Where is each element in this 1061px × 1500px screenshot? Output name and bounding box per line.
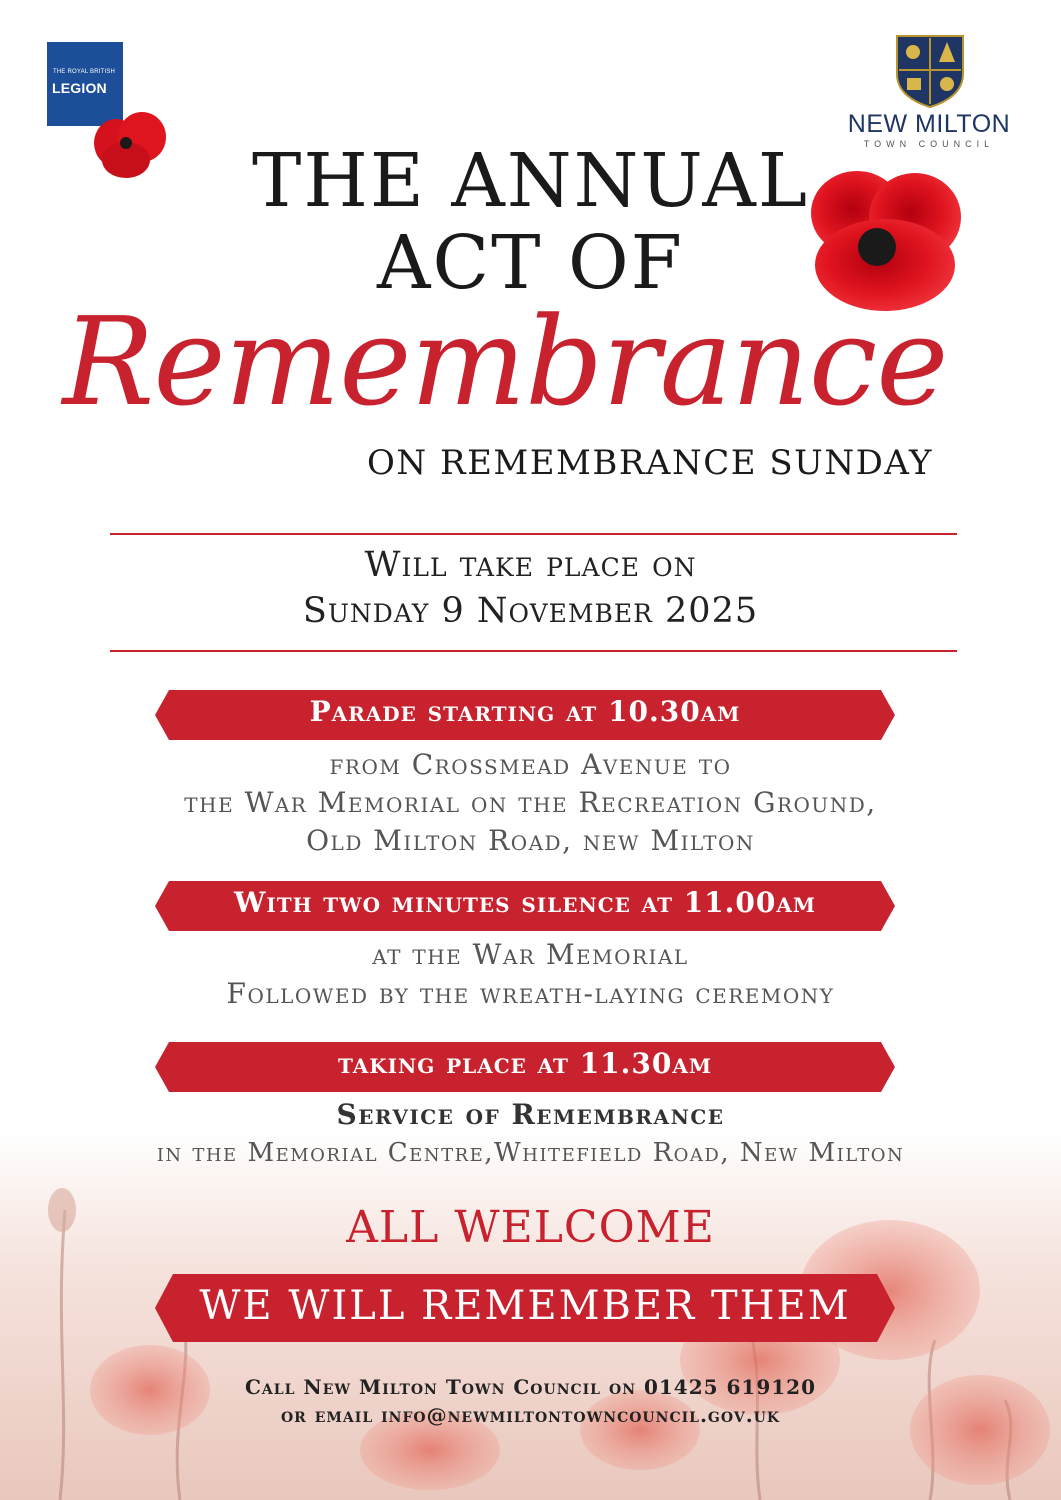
silence-detail-line-1: at the War Memorial xyxy=(372,938,689,971)
council-name: NEW MILTON xyxy=(847,110,1011,138)
council-subtitle: TOWN COUNCIL xyxy=(863,139,995,149)
contact-phone-line: Call New Milton Town Council on 01425 619120 xyxy=(244,1375,816,1399)
legion-logo-text: LEGION xyxy=(52,80,107,96)
event-date: Sunday 9 November 2025 xyxy=(302,591,759,631)
parade-detail-line-3: Old Milton Road, new Milton xyxy=(306,824,755,857)
silence-banner-text: With two minutes silence at 11.00am xyxy=(233,886,817,919)
service-title: Service of Remembrance xyxy=(336,1098,725,1131)
remember-banner xyxy=(155,1274,895,1342)
parade-banner xyxy=(155,690,895,740)
title-subtitle: ON REMEMBRANCE SUNDAY xyxy=(367,443,933,483)
date-intro: Will take place on xyxy=(364,545,697,585)
parade-banner-text: Parade starting at 10.30am xyxy=(309,695,741,728)
silence-detail-line-2: Followed by the wreath-laying ceremony xyxy=(226,977,835,1010)
contact-email-line: or email info@newmiltontowncouncil.gov.uk xyxy=(280,1403,781,1427)
title-remembrance: Remembrance xyxy=(62,291,948,433)
title-line-1: THE ANNUAL xyxy=(251,138,810,224)
legion-logo-small-text: THE ROYAL BRITISH xyxy=(53,69,116,75)
divider-top xyxy=(110,533,957,535)
service-banner-text: taking place at 11.30am xyxy=(337,1047,713,1080)
remember-banner-text: WE WILL REMEMBER THEM xyxy=(199,1283,851,1329)
silence-banner xyxy=(155,881,895,931)
divider-bottom xyxy=(110,650,957,652)
new-milton-crest-icon xyxy=(895,34,965,108)
title-line-2: ACT OF xyxy=(377,220,684,306)
parade-detail-line-2: the War Memorial on the Recreation Ground, xyxy=(184,786,877,819)
service-location: in the Memorial Centre,Whitefield Road, New Milton xyxy=(156,1138,905,1168)
service-banner xyxy=(155,1042,895,1092)
parade-detail-line-1: from Crossmead Avenue to xyxy=(329,748,732,781)
all-welcome-heading: ALL WELCOME xyxy=(346,1202,715,1253)
